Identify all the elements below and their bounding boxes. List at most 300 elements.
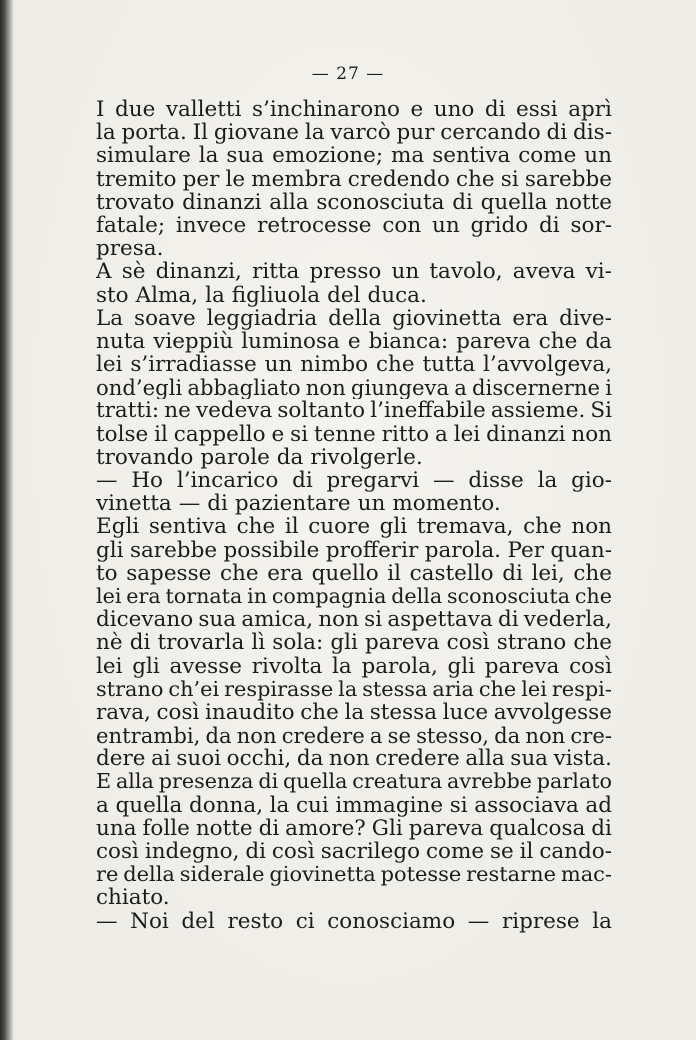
word: di [258, 770, 279, 794]
word: il [387, 561, 402, 585]
word: così [271, 840, 315, 864]
word: Ho [131, 469, 164, 493]
word: da [585, 329, 612, 354]
text-line [96, 237, 612, 260]
text-line [96, 678, 612, 701]
word: abbagliato [187, 376, 301, 400]
word: vinetta [96, 492, 172, 516]
word: non [236, 724, 277, 748]
word: sacrilego [320, 840, 421, 864]
text-line [96, 585, 612, 608]
word: vista. [553, 747, 612, 771]
word: pareva [484, 654, 560, 678]
word: vedeva [195, 399, 273, 423]
word: grido [470, 213, 529, 238]
word: varcò [330, 121, 391, 145]
word: A [96, 260, 112, 284]
word: si [449, 793, 468, 817]
word: era [267, 561, 304, 585]
word: uno [433, 98, 475, 122]
word: dinanzi [486, 422, 566, 446]
word: era [512, 306, 549, 330]
word: i [605, 376, 612, 400]
word: presso [309, 260, 382, 284]
word: a [434, 422, 448, 446]
word: così [96, 840, 139, 864]
text-line [96, 794, 612, 817]
word: porta. [121, 121, 187, 145]
word: di [129, 631, 151, 655]
word: — [178, 492, 201, 516]
word: cuore [308, 515, 371, 539]
word: di [497, 608, 519, 632]
word: ritta [252, 260, 300, 284]
word: non [571, 515, 612, 539]
word: immagine [335, 793, 444, 817]
word: sarebbe [129, 538, 218, 562]
word: sua [510, 747, 548, 771]
word: ond’egli [96, 376, 183, 400]
word: l’avvolgeva, [483, 353, 612, 377]
text-line [96, 886, 612, 909]
word: rava, [96, 700, 151, 725]
text-line [96, 492, 612, 515]
word: a [454, 376, 467, 400]
word: nè [96, 631, 123, 655]
word: il [519, 840, 534, 864]
word: folle [142, 816, 190, 840]
text-line [96, 330, 612, 353]
word: aveva [512, 260, 576, 284]
word: essi [516, 98, 558, 122]
word: fatale; [96, 213, 166, 238]
word: ad [585, 793, 612, 817]
word: un [391, 260, 420, 284]
word: occhi, [226, 747, 292, 771]
word: aprì [568, 98, 612, 122]
word: momento. [392, 492, 501, 516]
word: amica, [241, 608, 314, 632]
word: trovarla [157, 631, 245, 655]
word: membra [251, 167, 342, 191]
word: lei [453, 422, 481, 446]
word: parola, [361, 654, 438, 678]
word: come [518, 144, 577, 168]
word: la [338, 677, 358, 701]
word: quello [311, 561, 379, 585]
word: sua [226, 144, 265, 168]
word: non [571, 422, 612, 446]
word: qualcosa [489, 816, 586, 840]
word: non [328, 747, 370, 771]
word: Si [590, 399, 612, 423]
word: e [271, 422, 285, 446]
word: non [305, 376, 346, 400]
word: presa. [96, 237, 164, 261]
word: lì [251, 631, 266, 655]
word: quella [115, 793, 183, 817]
word: la [592, 909, 612, 933]
word: la [537, 469, 558, 493]
word: conosciamo [327, 909, 456, 933]
word: compagnia [271, 584, 387, 608]
word: di [245, 840, 266, 864]
word: giungeva [350, 376, 450, 400]
word: nimbo [300, 353, 369, 377]
word: alla [269, 190, 309, 214]
word: quella [283, 770, 348, 794]
text-line [96, 631, 612, 654]
text-line [96, 191, 612, 214]
word: profferir [325, 538, 419, 562]
word: di [292, 469, 313, 493]
word: — [467, 909, 490, 933]
word: gli [447, 654, 476, 678]
word: notte [195, 816, 253, 840]
word: se [387, 724, 411, 748]
word: tratti: [96, 399, 160, 423]
word: strano [496, 631, 567, 655]
word: pregarvi [326, 469, 420, 493]
text-line [96, 284, 612, 307]
word: che [574, 584, 612, 608]
word: una [96, 816, 137, 840]
word: che [573, 631, 612, 655]
word: si [364, 608, 383, 632]
word: credere [281, 724, 365, 748]
word: se [489, 840, 514, 864]
text-line [96, 376, 612, 399]
word: sarebbe [524, 167, 612, 191]
word: di [258, 816, 280, 840]
text-line [96, 446, 612, 469]
word: trovato [96, 190, 175, 214]
word: lei [521, 677, 547, 701]
text-line [96, 770, 612, 793]
word: della [391, 584, 443, 608]
word: la [304, 121, 325, 145]
word: stessa [369, 700, 438, 725]
word: rivolta [251, 654, 323, 678]
word: Noi [130, 909, 169, 933]
word: giovane [213, 121, 300, 145]
word: e [347, 329, 361, 354]
text-line [96, 817, 612, 840]
word: discernerne [472, 376, 601, 400]
word: luce [442, 700, 489, 725]
word: che [300, 700, 339, 725]
word: resto [227, 909, 284, 933]
word: quella [480, 190, 548, 214]
word: del [181, 909, 215, 933]
page-number: — 27 — [311, 64, 385, 84]
word: vieppiù [153, 329, 234, 354]
word: Il [192, 121, 209, 145]
word: Egli [96, 515, 140, 539]
word: donna, [188, 793, 264, 817]
text-line [96, 608, 612, 631]
text-line [96, 562, 612, 585]
word: riprese [501, 909, 580, 933]
text-line [96, 144, 612, 167]
word: castello [409, 561, 494, 585]
word: gli [330, 631, 358, 655]
word: gli [132, 654, 160, 678]
text-line [96, 260, 612, 283]
word: dinanzi, [155, 260, 242, 284]
word: il [154, 422, 168, 446]
word: di [484, 98, 506, 122]
word: s’irradiasse [130, 353, 257, 377]
word: trovando [96, 445, 194, 469]
word: lei, [531, 561, 565, 585]
text-line [96, 98, 612, 121]
text-line [96, 515, 612, 538]
word: sor- [570, 213, 612, 238]
word: duca. [367, 283, 427, 307]
word: potesse [380, 863, 462, 887]
word: pur [396, 121, 435, 145]
text-line [96, 863, 612, 886]
word: mac- [560, 863, 612, 887]
word: la [344, 700, 365, 725]
word: avvolgesse [493, 700, 612, 725]
word: di [546, 121, 568, 145]
word: tutta [422, 353, 476, 377]
word: giovinetta [269, 863, 376, 887]
word: soave [134, 306, 196, 330]
word: dicevano [96, 608, 194, 632]
word: indegno, [144, 840, 240, 864]
word: parlato [536, 770, 612, 794]
word: da [296, 747, 324, 771]
text-line [96, 469, 612, 492]
word: alla [465, 747, 505, 771]
word: La [96, 306, 124, 330]
word: credere [375, 747, 460, 771]
word: lei [96, 584, 122, 608]
word: lei [96, 654, 123, 678]
word: cappello [173, 422, 266, 446]
word: da [276, 445, 304, 469]
text-line [96, 724, 612, 747]
word: notte [555, 190, 612, 214]
word: cre- [570, 724, 612, 748]
text-line [96, 214, 612, 237]
text-line [96, 307, 612, 330]
word: stesso, [416, 724, 490, 748]
word: dis- [573, 121, 612, 145]
word: pazientare [234, 492, 351, 516]
word: la [269, 793, 290, 817]
word: — [433, 469, 455, 493]
word: l’ineffabile [370, 399, 486, 423]
word: tremava, [416, 515, 514, 539]
word: non [318, 608, 359, 632]
word: — [96, 909, 118, 933]
word: tavolo, [429, 260, 503, 284]
word: sè [121, 260, 146, 284]
word: da [205, 724, 232, 748]
word: — [96, 469, 118, 493]
word: parole [200, 445, 270, 469]
word: aspettava [387, 608, 493, 632]
word: stessa [362, 677, 428, 701]
word: pareva [456, 329, 531, 354]
word: gli [379, 515, 408, 539]
word: non [525, 724, 566, 748]
word: rivolgerle. [310, 445, 423, 469]
word: avesse [169, 654, 242, 678]
word: che [236, 515, 276, 539]
word: di [539, 213, 560, 238]
word: pareva [364, 631, 440, 655]
word: sua [198, 608, 237, 632]
word: sentiva [432, 144, 511, 168]
word: to [96, 561, 118, 585]
word: così [156, 700, 200, 725]
word: lei [96, 353, 123, 377]
word: respi- [551, 677, 612, 701]
word: che [573, 561, 612, 585]
word: assieme. [490, 399, 586, 423]
word: per [182, 167, 220, 191]
word: soltanto [277, 399, 366, 423]
word: respirasse [224, 677, 334, 701]
word: che [376, 353, 415, 377]
word: la [96, 121, 116, 145]
word: che [456, 167, 495, 191]
word: luminosa [241, 329, 340, 354]
word: un [432, 213, 460, 238]
page-binding-edge [0, 0, 14, 1040]
word: pareva [408, 816, 484, 840]
word: quan- [550, 538, 612, 562]
word: emozione; [272, 144, 384, 168]
word: sconosciuta [446, 584, 571, 608]
word: creatura [352, 770, 443, 794]
word: credendo [347, 167, 450, 191]
word: della [328, 306, 382, 330]
word: del [327, 283, 361, 307]
word: come [425, 840, 485, 864]
body-text [96, 98, 612, 933]
word: associava [474, 793, 579, 817]
word: Alma, [135, 283, 199, 307]
word: alla [115, 770, 154, 794]
word: strano [96, 677, 164, 701]
word: tremito [96, 167, 177, 191]
word: simulare [96, 144, 191, 168]
word: Gli [371, 816, 403, 840]
word: in [247, 584, 268, 608]
word: tenne [313, 422, 376, 446]
word: re [96, 863, 119, 887]
word: retrocesse [257, 213, 372, 238]
word: figliuola [231, 283, 321, 307]
word: valletti [165, 98, 242, 122]
word: tolse [96, 422, 149, 446]
word: di [591, 816, 612, 840]
word: si [500, 167, 519, 191]
word: cui [296, 793, 329, 817]
word: cercando [440, 121, 541, 145]
word: che [538, 329, 578, 354]
word: della [123, 863, 175, 887]
word: con [382, 213, 422, 238]
word: a [369, 724, 383, 748]
word: un [357, 492, 386, 516]
word: e [410, 98, 424, 122]
text-line [96, 423, 612, 446]
word: di [207, 492, 228, 516]
word: avrebbe [447, 770, 532, 794]
word: dere [96, 747, 146, 771]
text-line [96, 353, 612, 376]
word: cando- [539, 840, 612, 864]
word: che [219, 561, 259, 585]
word: la [205, 283, 225, 307]
text-line [96, 539, 612, 562]
word: ritto [381, 422, 430, 446]
text-line [96, 399, 612, 422]
word: si [290, 422, 309, 446]
word: chiato. [96, 886, 170, 910]
text-line [96, 168, 612, 191]
word: sapesse [126, 561, 212, 585]
word: l’incarico [176, 469, 279, 493]
text-line [96, 840, 612, 863]
word: dive- [559, 306, 612, 330]
word: I [96, 98, 105, 122]
word: nuta [96, 329, 146, 354]
word: restarne [466, 863, 556, 887]
word: gli [96, 538, 124, 562]
word: s’inchinarono [251, 98, 400, 122]
word: tornata [165, 584, 243, 608]
word: ne [164, 399, 191, 423]
word: gio- [571, 469, 612, 493]
word: da [494, 724, 521, 748]
word: sentiva [148, 515, 227, 539]
word: sola: [272, 631, 324, 655]
word: le [225, 167, 246, 191]
word: invece [175, 213, 247, 238]
text-line [96, 121, 612, 144]
word: ch’ei [168, 677, 220, 701]
word: così [569, 654, 612, 678]
text-line [96, 701, 612, 724]
word: vi- [585, 260, 612, 284]
word: la [332, 654, 352, 678]
word: la [198, 144, 219, 168]
word: un [264, 353, 293, 377]
word: amore? [285, 816, 366, 840]
text-line [96, 655, 612, 678]
word: siderale [179, 863, 265, 887]
word: parola. [424, 538, 502, 562]
word: ai [151, 747, 171, 771]
word: dinanzi [182, 190, 262, 214]
word: due [115, 98, 156, 122]
text-line [96, 910, 612, 933]
word: che [523, 515, 562, 539]
word: ma [391, 144, 425, 168]
word: di [452, 190, 473, 214]
word: di [502, 561, 523, 585]
word: sto [96, 283, 129, 307]
word: così [446, 631, 490, 655]
